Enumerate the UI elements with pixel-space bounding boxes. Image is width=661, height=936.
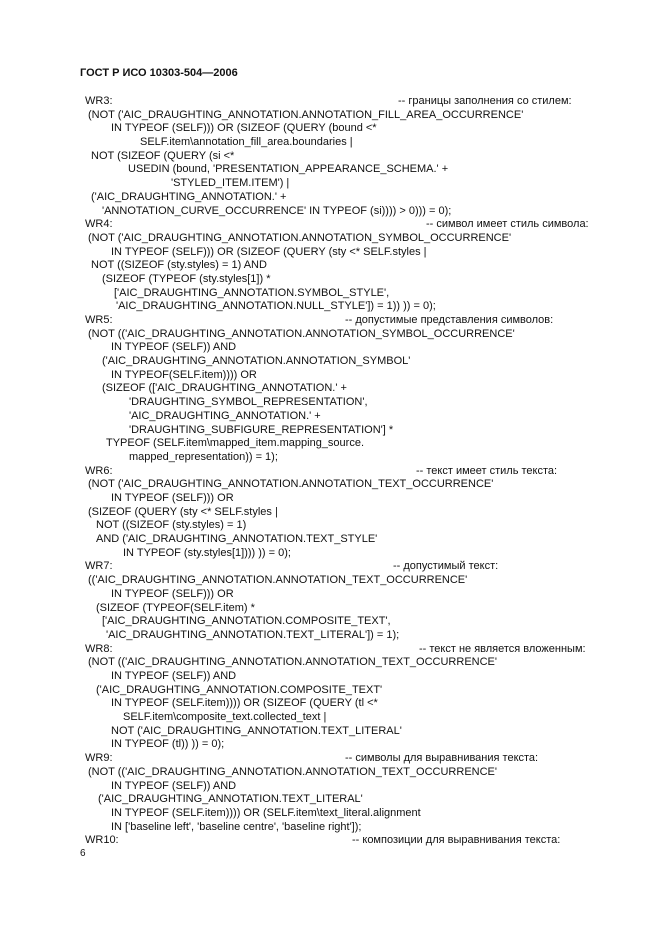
code-line: (SIZEOF (TYPEOF(SELF.item) * [96,601,255,614]
rule-comment: -- символ имеет стиль символа: [426,218,589,231]
code-line: IN TYPEOF (SELF.item)))) OR (SELF.item\text_literal.alignment [111,806,421,819]
code-line: NOT ((SIZEOF (sty.styles) = 1) AND [91,259,267,272]
code-line: IN TYPEOF (SELF.item)))) OR (SIZEOF (QUERY (tl <* [111,697,378,710]
code-line: mapped_representation)) = 1); [129,450,278,463]
code-line: IN TYPEOF (SELF))) OR (SIZEOF (QUERY (bound <* [111,122,377,135]
rule-comment: -- допустимый текст: [393,560,499,573]
code-line: ('AIC_DRAUGHTING_ANNOTATION.' + [91,190,287,203]
code-line: IN TYPEOF (sty.styles[1]))) )) = 0); [123,546,291,559]
code-line: TYPEOF (SELF.item\mapped_item.mapping_source. [106,437,365,450]
code-line: IN TYPEOF (SELF))) OR [111,492,234,504]
code-line: (NOT (('AIC_DRAUGHTING_ANNOTATION.ANNOTATION_SYMBOL_OCCURRENCE' [88,327,515,340]
code-line: 'ANNOTATION_CURVE_OCCURRENCE' IN TYPEOF (si)))) > 0))) = 0); [102,204,452,217]
code-line: 'STYLED_ITEM.ITEM') | [171,177,290,190]
code-line: NOT (SIZEOF (QUERY (si <* [91,149,235,162]
rule-comment: -- символы для выравнивания текста: [345,752,539,765]
rule-comment: -- допустимые представления символов: [345,314,554,327]
code-line: (SIZEOF (TYPEOF (sty.styles[1]) * [102,272,271,285]
code-line: IN TYPEOF (tl)) )) = 0); [111,738,225,751]
code-line: SELF.item\annotation_fill_area.boundaries | [140,136,353,149]
code-line: ('AIC_DRAUGHTING_ANNOTATION.TEXT_LITERAL' [98,793,363,806]
code-line: ('AIC_DRAUGHTING_ANNOTATION.ANNOTATION_SYMBOL' [102,355,411,368]
code-line: IN TYPEOF (SELF)) AND [111,779,237,792]
rule-comment: -- композиции для выравнивания текста: [352,834,561,847]
code-line: (NOT ('AIC_DRAUGHTING_ANNOTATION.ANNOTATION_SYMBOL_OCCURRENCE' [88,231,512,244]
code-line: (SIZEOF (QUERY (sty <* SELF.styles | [88,505,278,518]
document-header: ГОСТ Р ИСО 10303-504—2006 [80,67,238,79]
code-line: 'AIC_DRAUGHTING_ANNOTATION.' + [129,409,321,422]
code-line: NOT ('AIC_DRAUGHTING_ANNOTATION.TEXT_LITERAL' [111,724,402,737]
code-line: (NOT ('AIC_DRAUGHTING_ANNOTATION.ANNOTATION_TEXT_OCCURRENCE' [88,478,494,491]
code-line: ('AIC_DRAUGHTING_ANNOTATION.COMPOSITE_TEXT' [96,683,383,696]
code-line: 'AIC_DRAUGHTING_ANNOTATION.TEXT_LITERAL']) = 1); [106,628,400,641]
rule-label: WR9: [85,752,113,765]
code-line: USEDIN (bound, 'PRESENTATION_APPEARANCE_SCHEMA.' + [128,163,449,176]
code-line: NOT ((SIZEOF (sty.styles) = 1) [96,519,247,532]
rule-label: WR7: [85,560,113,573]
code-line: 'AIC_DRAUGHTING_ANNOTATION.NULL_STYLE']) = 1)) )) = 0); [116,300,436,313]
code-line: ['AIC_DRAUGHTING_ANNOTATION.SYMBOL_STYLE', [114,286,390,299]
rule-label: WR5: [85,314,113,327]
code-line: 'DRAUGHTING_SUBFIGURE_REPRESENTATION'] * [129,423,394,436]
code-line: IN TYPEOF (SELF))) OR [111,587,234,600]
code-line: 'DRAUGHTING_SYMBOL_REPRESENTATION', [129,396,368,409]
code-line: (NOT ('AIC_DRAUGHTING_ANNOTATION.ANNOTATION_FILL_AREA_OCCURRENCE' [88,108,524,121]
code-line: (NOT (('AIC_DRAUGHTING_ANNOTATION.ANNOTATION_TEXT_OCCURRENCE' [88,656,497,669]
code-line: IN TYPEOF (SELF)) AND [111,669,237,682]
rule-label: WR6: [85,464,113,477]
rule-label: WR4: [85,218,113,231]
rule-comment: -- границы заполнения со стилем: [398,95,572,107]
rule-comment: -- текст имеет стиль текста: [416,464,558,477]
code-line: IN TYPEOF(SELF.item)))) OR [111,368,257,381]
code-line: ['AIC_DRAUGHTING_ANNOTATION.COMPOSITE_TEXT', [102,615,391,628]
rule-label: WR8: [85,642,113,655]
code-line: IN ['baseline left', 'baseline centre', 'baseline right']); [111,820,362,833]
rule-label: WR10: [85,834,119,847]
code-line: (SIZEOF (['AIC_DRAUGHTING_ANNOTATION.' + [102,382,347,395]
code-line: SELF.item\composite_text.collected_text | [123,711,327,724]
code-line: (NOT (('AIC_DRAUGHTING_ANNOTATION.ANNOTATION_TEXT_OCCURRENCE' [88,765,497,778]
rule-label: WR3: [85,95,113,107]
code-line: (('AIC_DRAUGHTING_ANNOTATION.ANNOTATION_TEXT_OCCURRENCE' [88,574,468,587]
code-line: IN TYPEOF (SELF))) OR (SIZEOF (QUERY (sty <* SELF.styles | [111,245,427,258]
rule-comment: -- текст не является вложенным: [419,642,586,655]
code-line: IN TYPEOF (SELF)) AND [111,341,237,354]
code-line: AND ('AIC_DRAUGHTING_ANNOTATION.TEXT_STYLE' [96,533,378,546]
page-number: 6 [80,848,86,859]
